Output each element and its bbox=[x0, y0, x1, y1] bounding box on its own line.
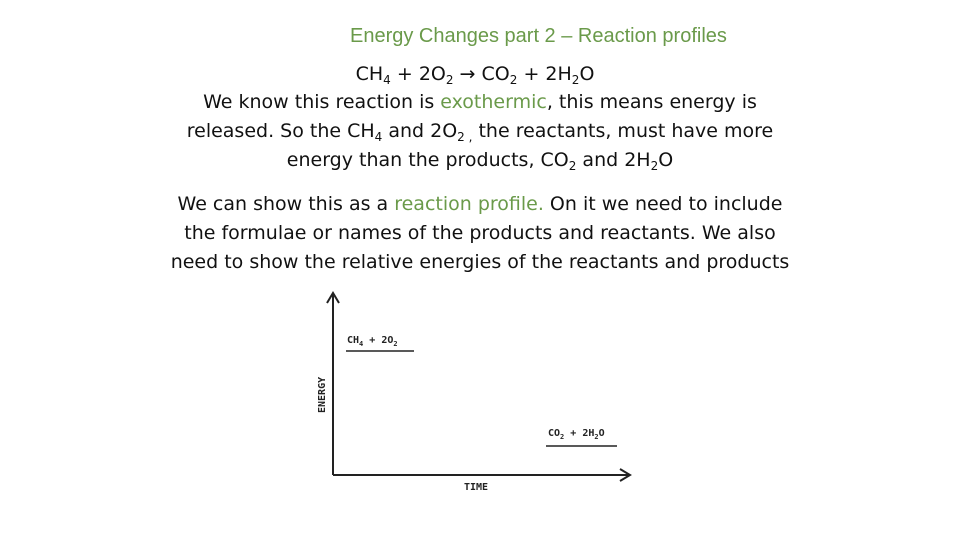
para2-line2: the formulae or names of the products and reactants. We also bbox=[184, 222, 776, 244]
chemical-equation bbox=[0, 60, 955, 89]
x-axis-label: TIME bbox=[464, 482, 489, 493]
y-axis-label: ENERGY bbox=[317, 376, 328, 413]
reactants-label: $CH_4 + 2O_2$ bbox=[347, 335, 398, 348]
eq-product-co2: $CO_2$ bbox=[481, 63, 518, 87]
keyword-exothermic: exothermic bbox=[440, 91, 547, 113]
eq-reactant-ch4: $CH_4$ bbox=[355, 63, 391, 87]
eq-plus: + bbox=[396, 63, 413, 85]
para2-line1: We can show this as a reaction profile. On it we need to include bbox=[177, 193, 783, 215]
exothermic-explanation bbox=[0, 88, 960, 175]
reaction-profile-explanation bbox=[0, 190, 960, 277]
eq-reactant-o2: $2O_2$ bbox=[418, 63, 454, 87]
eq-plus: + bbox=[523, 63, 540, 85]
keyword-reaction-profile: reaction profile. bbox=[394, 193, 544, 215]
reaction-profile-diagram bbox=[300, 285, 640, 495]
para1-line1: We know this reaction is exothermic, this means energy is bbox=[203, 91, 757, 113]
para1-line2: released. So the $CH_4$ and $2O_{2 ,}$ the reactants, must have more bbox=[186, 120, 774, 144]
para2-line3: need to show the relative energies of the reactants and products bbox=[170, 251, 790, 273]
products-label: $CO_2 + 2H_2O$ bbox=[548, 428, 605, 441]
eq-product-h2o: $2H_2O$ bbox=[545, 63, 595, 87]
reaction-arrow-icon: → bbox=[459, 63, 476, 85]
para1-line3: energy than the products, $CO_2$ and $2H_2O$ bbox=[286, 149, 674, 173]
page-title: Energy Changes part 2 – Reaction profiles bbox=[350, 25, 727, 47]
